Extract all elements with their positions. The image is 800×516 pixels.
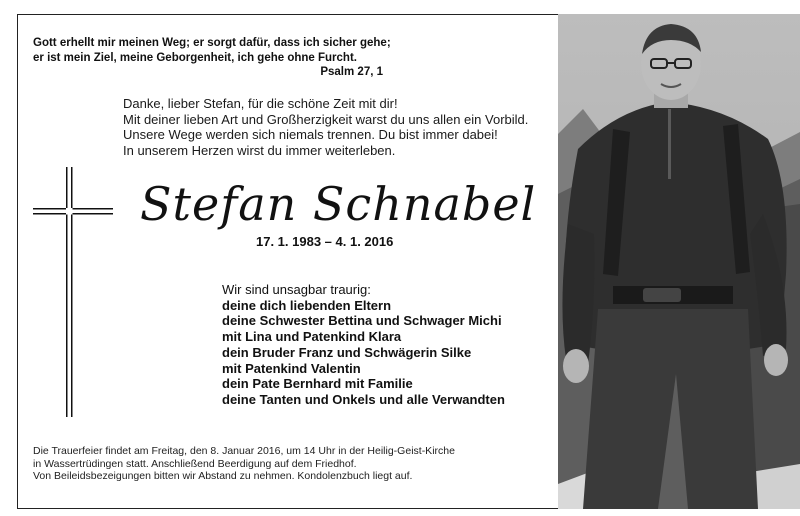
- footer-line: in Wassertrüdingen statt. Anschließend Beerdigung auf dem Friedhof.: [33, 457, 357, 470]
- mourner-line: mit Patenkind Valentin: [222, 360, 361, 376]
- verse-line-1: Gott erhellt mir meinen Weg; er sorgt dafür, dass ich sicher gehe;: [33, 37, 391, 49]
- footer-line: Von Beileidsbezeigungen bitten wir Abstand zu nehmen. Kondolenzbuch liegt auf.: [33, 470, 413, 482]
- funeral-info: [33, 445, 553, 483]
- mourners-intro: Wir sind unsagbar traurig:: [222, 282, 371, 297]
- footer-line: Die Trauerfeier findet am Freitag, den 8. Januar 2016, um 14 Uhr in der Heilig-Geist-Kirche: [33, 445, 455, 457]
- verse-line-2: er ist mein Ziel, meine Geborgenheit, ich gehe ohne Furcht.: [33, 51, 357, 64]
- mourner-line: mit Lina und Patenkind Klara: [222, 329, 402, 345]
- cross-icon: [33, 167, 113, 417]
- life-dates: 17. 1. 1983 – 4. 1. 2016: [256, 234, 394, 249]
- mourner-line: dein Pate Bernhard mit Familie: [222, 376, 413, 392]
- portrait-photo: [558, 14, 800, 509]
- thanks-line: Unsere Wege werden sich niemals trennen. Du bist immer dabei!: [123, 127, 498, 142]
- mourners-list: [222, 282, 552, 408]
- mourner-line: dein Bruder Franz und Schwägerin Silke: [222, 344, 472, 360]
- verse-reference: Psalm 27, 1: [320, 66, 383, 78]
- thanks-line: Danke, lieber Stefan, für die schöne Zeit mit dir!: [123, 96, 398, 111]
- deceased-name: Stefan Schnabel: [140, 177, 537, 231]
- mourner-line: deine Schwester Bettina und Schwager Michi: [222, 313, 502, 329]
- mourner-line: deine Tanten und Onkels und alle Verwandten: [222, 391, 505, 407]
- mourner-line: deine dich liebenden Eltern: [222, 297, 392, 313]
- thanks-text: [123, 96, 563, 158]
- thanks-line: In unserem Herzen wirst du immer weiterleben.: [123, 142, 396, 158]
- thanks-line: Mit deiner lieben Art und Großherzigkeit warst du uns allen ein Vorbild.: [123, 111, 529, 127]
- bible-verse: [33, 36, 433, 80]
